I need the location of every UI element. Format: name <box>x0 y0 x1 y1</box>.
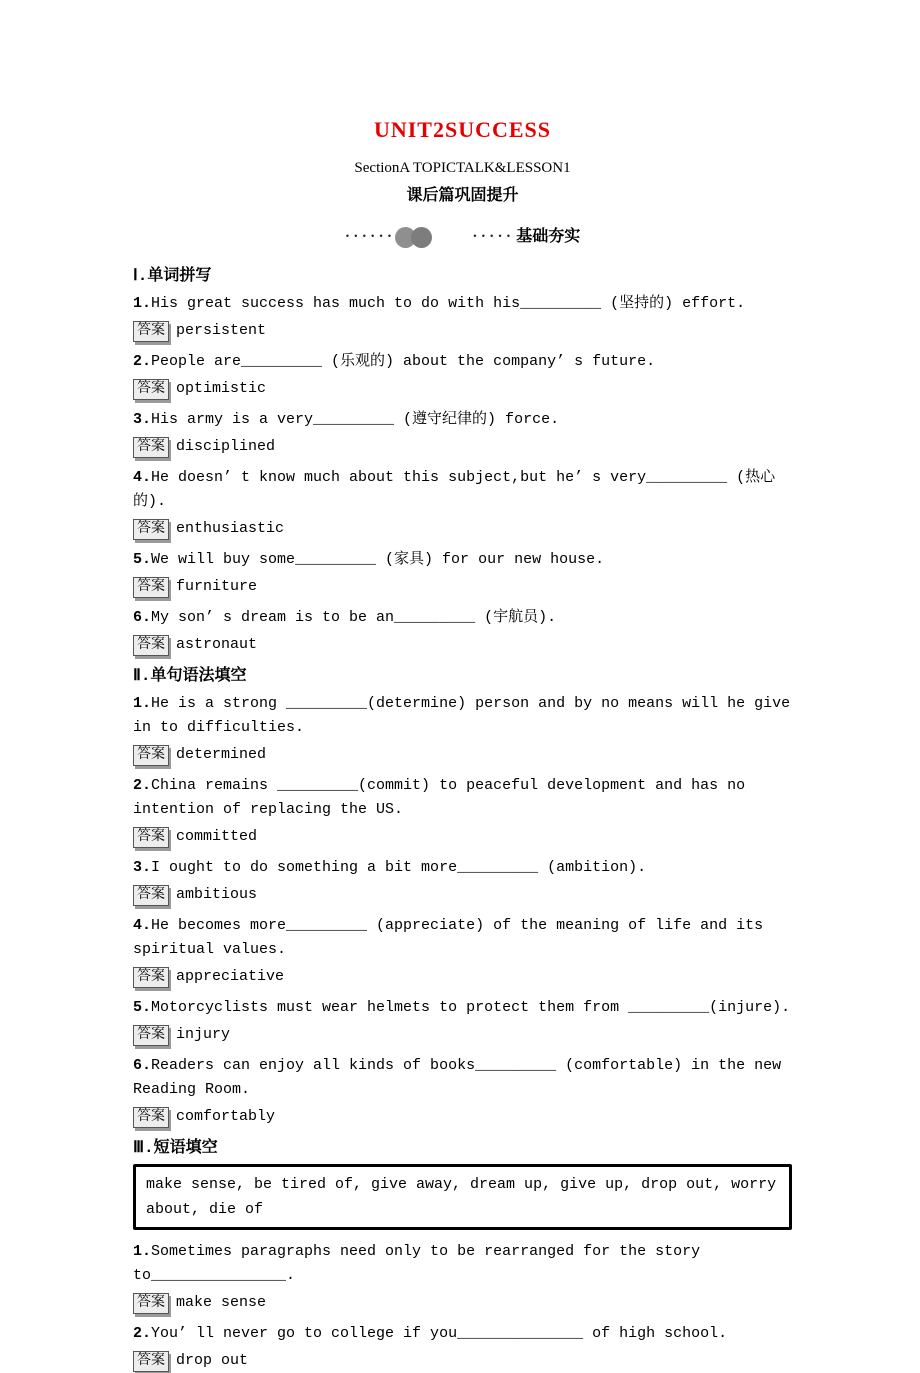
question <box>133 408 792 432</box>
answer-line <box>133 633 792 657</box>
question-number: 5. <box>133 999 152 1016</box>
page-title: UNIT2SUCCESS <box>373 117 552 142</box>
dots-left-icon: •••••• <box>344 232 396 242</box>
answer-text: drop out <box>176 1352 249 1369</box>
phrase-word-bank: make sense, be tired of, give away, dream up, give up, drop out, worry about, die of <box>133 1164 792 1230</box>
circle-icon <box>411 227 432 248</box>
question-number: 6. <box>133 609 152 626</box>
question-number: 1. <box>133 295 152 312</box>
question <box>133 774 792 822</box>
answer-label: 答案 <box>133 967 169 988</box>
answer-label: 答案 <box>133 1293 169 1314</box>
answer-text: determined <box>176 746 267 763</box>
answer-line <box>133 743 792 767</box>
question-number: 4. <box>133 917 152 934</box>
question <box>133 1322 792 1346</box>
question-text: Sometimes paragraphs need only to be rearranged for the story to_______________. <box>133 1243 701 1284</box>
answer-label: 答案 <box>133 885 169 906</box>
question-number: 3. <box>133 859 152 876</box>
question-text: China remains _________(commit) to peaceful development and has no intention of replacing the US. <box>133 777 746 818</box>
section-grammar-fill <box>133 664 792 1129</box>
answer-line <box>133 517 792 541</box>
answer-text: appreciative <box>176 968 285 985</box>
answer-line <box>133 1105 792 1129</box>
answer-label: 答案 <box>133 321 169 342</box>
question-number: 5. <box>133 551 152 568</box>
banner-label: 基础夯实 <box>516 228 581 246</box>
answer-label: 答案 <box>133 745 169 766</box>
answer-label: 答案 <box>133 635 169 656</box>
question-text: He doesn’ t know much about this subject,but he’ s very_________ (热心的). <box>133 469 776 510</box>
question <box>133 606 792 630</box>
question-number: 3. <box>133 411 152 428</box>
question <box>133 292 792 316</box>
answer-text: disciplined <box>176 438 276 455</box>
answer-line <box>133 965 792 989</box>
question <box>133 548 792 572</box>
section-heading: Ⅱ.单句语法填空 <box>133 667 247 685</box>
answer-label: 答案 <box>133 437 169 458</box>
question <box>133 1054 792 1102</box>
answer-line <box>133 319 792 343</box>
question <box>133 1240 792 1288</box>
answer-line <box>133 883 792 907</box>
answer-line <box>133 435 792 459</box>
answer-line <box>133 1023 792 1047</box>
answer-text: persistent <box>176 322 267 339</box>
answer-line <box>133 575 792 599</box>
answer-label: 答案 <box>133 577 169 598</box>
answer-label: 答案 <box>133 379 169 400</box>
question-text: My son’ s dream is to be an_________ (宇航员). <box>151 609 557 626</box>
question-text: He becomes more_________ (appreciate) of the meaning of life and its spiritual values. <box>133 917 764 958</box>
answer-text: astronaut <box>176 636 258 653</box>
answer-text: furniture <box>176 578 258 595</box>
question-text: We will buy some_________ (家具) for our new house. <box>151 551 605 568</box>
question <box>133 466 792 514</box>
lesson-subtitle: 课后篇巩固提升 <box>406 187 519 205</box>
answer-text: injury <box>176 1026 231 1043</box>
question-text: Readers can enjoy all kinds of books_________ (comfortable) in the new Reading Room. <box>133 1057 782 1098</box>
question-number: 1. <box>133 1243 152 1260</box>
question-number: 2. <box>133 777 152 794</box>
answer-label: 答案 <box>133 1025 169 1046</box>
answer-text: comfortably <box>176 1108 276 1125</box>
answer-label: 答案 <box>133 827 169 848</box>
section-heading: Ⅲ.短语填空 <box>133 1139 218 1157</box>
answer-text: optimistic <box>176 380 267 397</box>
question-number: 2. <box>133 1325 152 1342</box>
question <box>133 996 792 1020</box>
question-number: 2. <box>133 353 152 370</box>
answer-line <box>133 825 792 849</box>
answer-text: committed <box>176 828 258 845</box>
banner-decoration <box>133 222 792 252</box>
answer-line <box>133 1349 792 1373</box>
answer-label: 答案 <box>133 1107 169 1128</box>
section-phrase-fill <box>133 1136 792 1373</box>
dots-right-icon: ••••• <box>472 232 515 242</box>
section-heading: Ⅰ.单词拼写 <box>133 267 212 285</box>
question <box>133 914 792 962</box>
section-subtitle: SectionA TOPICTALK&LESSON1 <box>354 160 571 176</box>
question-text: He is a strong _________(determine) person and by no means will he give in to difficulties. <box>133 695 791 736</box>
question <box>133 350 792 374</box>
question-number: 4. <box>133 469 152 486</box>
question <box>133 856 792 880</box>
answer-label: 答案 <box>133 519 169 540</box>
answer-line <box>133 377 792 401</box>
question-text: His great success has much to do with his_________ (坚持的) effort. <box>151 295 746 312</box>
question-text: His army is a very_________ (遵守纪律的) force. <box>151 411 560 428</box>
answer-label: 答案 <box>133 1351 169 1372</box>
answer-text: enthusiastic <box>176 520 285 537</box>
question-text: You’ ll never go to college if you______________ of high school. <box>151 1325 728 1342</box>
question-text: I ought to do something a bit more_________ (ambition). <box>151 859 647 876</box>
answer-line <box>133 1291 792 1315</box>
answer-text: make sense <box>176 1294 267 1311</box>
question-text: People are_________ (乐观的) about the company’ s future. <box>151 353 656 370</box>
question-number: 1. <box>133 695 152 712</box>
question-text: Motorcyclists must wear helmets to protect them from _________(injure). <box>151 999 791 1016</box>
answer-text: ambitious <box>176 886 258 903</box>
question-number: 6. <box>133 1057 152 1074</box>
question <box>133 692 792 740</box>
section-word-spelling <box>133 264 792 657</box>
